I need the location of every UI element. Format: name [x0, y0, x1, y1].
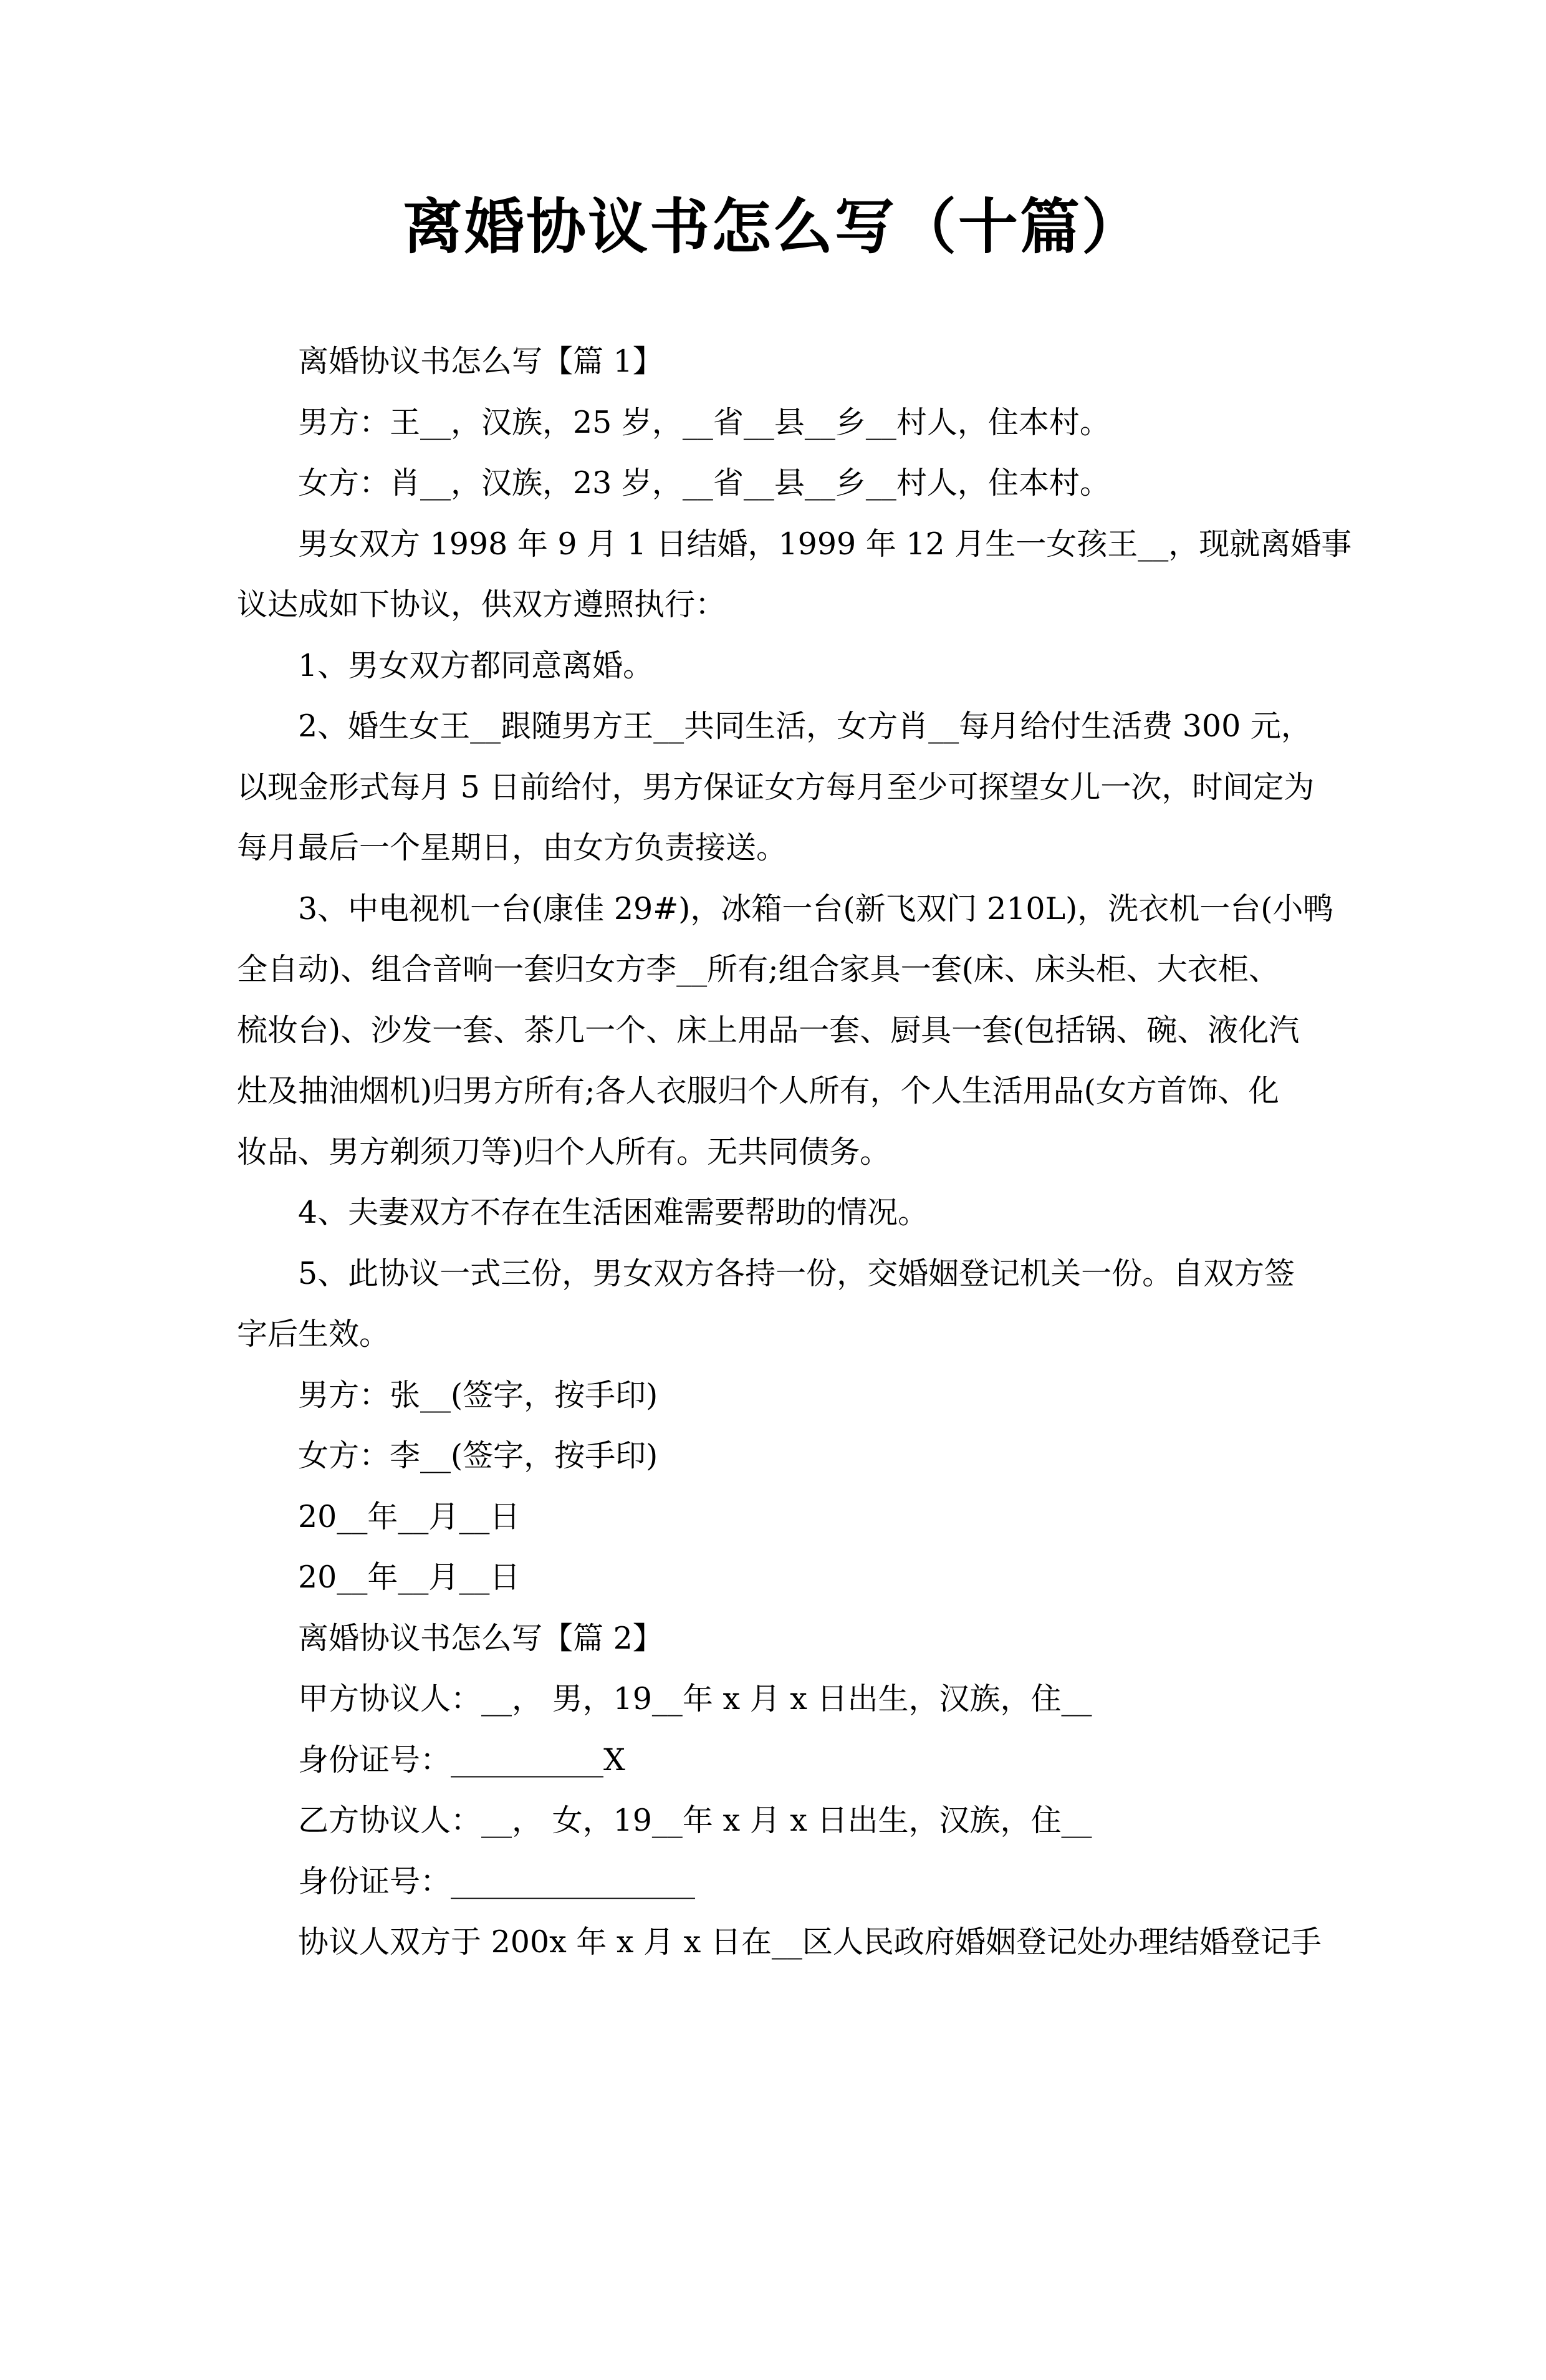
- text-line: 乙方协议人：__， 女，19__年 x 月 x 日出生，汉族，住__: [298, 1803, 1092, 1838]
- text-line: 梳妆台)、沙发一套、茶几一个、床上用品一套、厨具一套(包括锅、碗、液化汽: [237, 1012, 1300, 1048]
- text-line: 以现金形式每月 5 日前给付，男方保证女方每月至少可探望女儿一次，时间定为: [237, 769, 1315, 805]
- text-line: 身份证号：________________: [298, 1863, 696, 1899]
- text-line: 4、夫妻双方不存在生活困难需要帮助的情况。: [298, 1195, 929, 1230]
- text-line: 身份证号：__________X: [298, 1742, 625, 1778]
- text-line: 每月最后一个星期日，由女方负责接送。: [237, 830, 787, 865]
- text-line: 字后生效。: [237, 1316, 390, 1352]
- text-line: 男方：王__，汉族，25 岁，__省__县__乡__村人，住本村。: [298, 404, 1110, 440]
- text-line: 甲方协议人：__， 男，19__年 x 月 x 日出生，汉族，住__: [298, 1681, 1092, 1717]
- text-line: 协议人双方于 200x 年 x 月 x 日在__区人民政府婚姻登记处办理结婚登记手: [298, 1924, 1322, 1960]
- text-line: 议达成如下协议，供双方遵照执行：: [237, 587, 726, 622]
- document-page: [0, 193, 1546, 2380]
- text-line: 20__年__月__日: [298, 1559, 521, 1595]
- text-line: 女方：李__(签字，按手印): [298, 1438, 658, 1473]
- text-line: 2、婚生女王__跟随男方王__共同生活，女方肖__每月给付生活费 300 元，: [298, 708, 1312, 744]
- text-line: 离婚协议书怎么写【篇 2】: [298, 1620, 663, 1656]
- text-line: 男方：张__(签字，按手印): [298, 1377, 658, 1413]
- text-line: 男女双方 1998 年 9 月 1 日结婚，1999 年 12 月生一女孩王__，现就离婚事: [298, 526, 1352, 562]
- text-line: 5、此协议一式三份，男女双方各持一份，交婚姻登记机关一份。自双方签: [298, 1255, 1295, 1291]
- text-line: 女方：肖__，汉族，23 岁，__省__县__乡__村人，住本村。: [298, 465, 1110, 501]
- text-line: 离婚协议书怎么写【篇 1】: [298, 344, 663, 379]
- document-title: 离婚协议书怎么写（十篇）: [403, 191, 1143, 262]
- text-line: 全自动)、组合音响一套归女方李__所有;组合家具一套(床、床头柜、大衣柜、: [237, 952, 1279, 987]
- text-line: 3、中电视机一台(康佳 29#)，冰箱一台(新飞双门 210L)，洗衣机一台(小鸭: [298, 890, 1334, 927]
- text-line: 1、男女双方都同意离婚。: [298, 647, 654, 683]
- page: [0, 193, 1546, 2380]
- text-line: 20__年__月__日: [298, 1498, 521, 1534]
- text-line: 妆品、男方剃须刀等)归个人所有。无共同债务。: [237, 1134, 891, 1170]
- document-body: [237, 331, 1352, 1973]
- text-line: 灶及抽油烟机)归男方所有;各人衣服归个人所有，个人生活用品(女方首饰、化: [237, 1073, 1279, 1109]
